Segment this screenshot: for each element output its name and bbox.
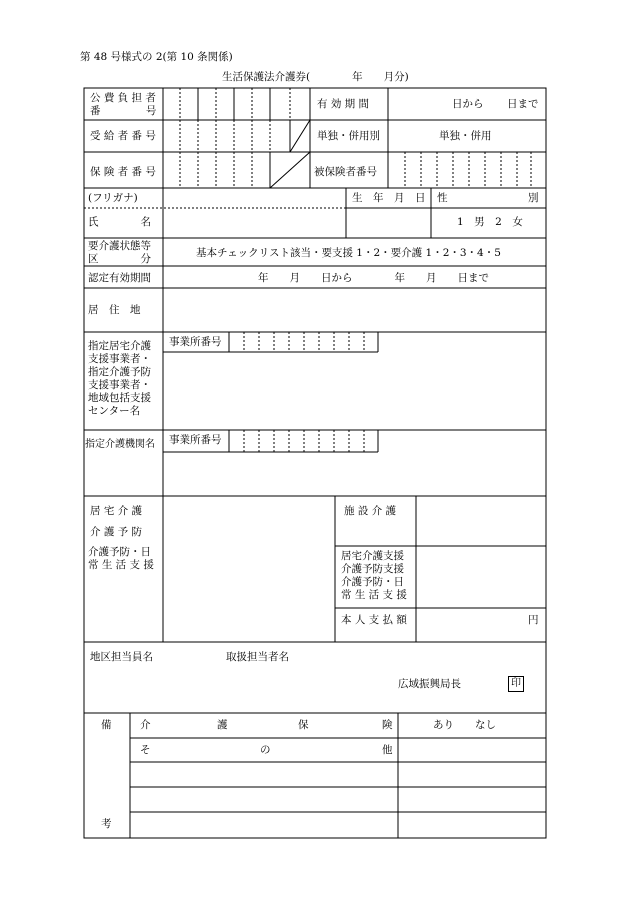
office-number-label: 事業所番号 [169,336,222,348]
seal-mark: 印 [508,676,524,692]
facility-care-label: 施 設 介 護 [344,505,397,517]
sex-label: 性 [437,192,448,204]
single-combined-value: 単独・併用 [439,130,492,142]
care-institution-label: 指定介護機関名 [85,439,155,450]
daily-life-support-label: 介護予防・日 常 生 活 支 援 [88,546,154,571]
support-office-label: 指定居宅介護 支援事業者・ 指定介護予防 支援事業者・ 地域包括支援 センター名 [88,340,151,417]
birth-date-label: 生 年 月 日 [352,192,426,204]
name-label: 氏 名 [88,216,151,228]
recipient-number-label: 受 給 者 番 号 [90,130,156,142]
remarks-label-bottom: 考 [101,818,112,830]
insured-number-label: 被保険者番号 [314,166,377,178]
form-title: 生活保護法介護券( 年 月分) [222,71,409,83]
yen-unit: 円 [528,614,539,626]
cert-period-label: 認定有効期間 [88,272,151,284]
sex-label-end: 別 [528,192,539,204]
sex-value: 1 男 2 女 [457,216,523,228]
care-insurance-char-3: 保 [298,719,309,731]
office-number-label-2: 事業所番号 [169,434,222,446]
other-char-2: の [260,744,271,756]
residence-label: 居 住 地 [88,304,141,316]
insurer-number-label: 保 険 者 番 号 [90,166,156,178]
care-insurance-char-1: 介 [140,719,151,731]
home-care-label: 居 宅 介 護 [90,505,143,517]
other-char-3: 他 [382,744,393,756]
care-level-value: 基本チェックリスト該当・要支援 1・2・要介護 1・2・3・4・5 [196,247,501,259]
cert-period-value: 年 月 日から 年 月 日まで [258,272,489,284]
care-support-label: 居宅介護支援 介護予防支援 介護予防・日 常 生 活 支 援 [341,550,407,601]
validity-from-text: 日から [452,98,484,110]
form-number: 第 48 号様式の 2(第 10 条関係) [80,51,233,63]
validity-to-text: 日まで [507,98,539,110]
public-payer-number-label: 公 費 負 担 者 番 号 [90,92,157,117]
district-officer-label: 地区担当員名 [90,651,153,663]
furigana-label: (フリガナ) [88,192,138,204]
care-insurance-char-2: 護 [217,719,228,731]
handler-label: 取扱担当者名 [226,651,289,663]
other-char-1: そ [140,744,151,756]
director-label: 広域振興局長 [398,678,461,690]
care-insurance-char-4: 険 [382,719,393,731]
self-pay-label: 本 人 支 払 額 [341,614,407,626]
single-combined-label: 単独・併用別 [317,130,380,142]
validity-period-label: 有 効 期 間 [317,98,370,110]
preventive-care-label: 介 護 予 防 [90,526,143,538]
remarks-label-top: 備 [101,719,112,731]
care-level-label: 要介護状態等 区 分 [88,240,151,265]
care-insurance-value: あり なし [433,719,496,731]
